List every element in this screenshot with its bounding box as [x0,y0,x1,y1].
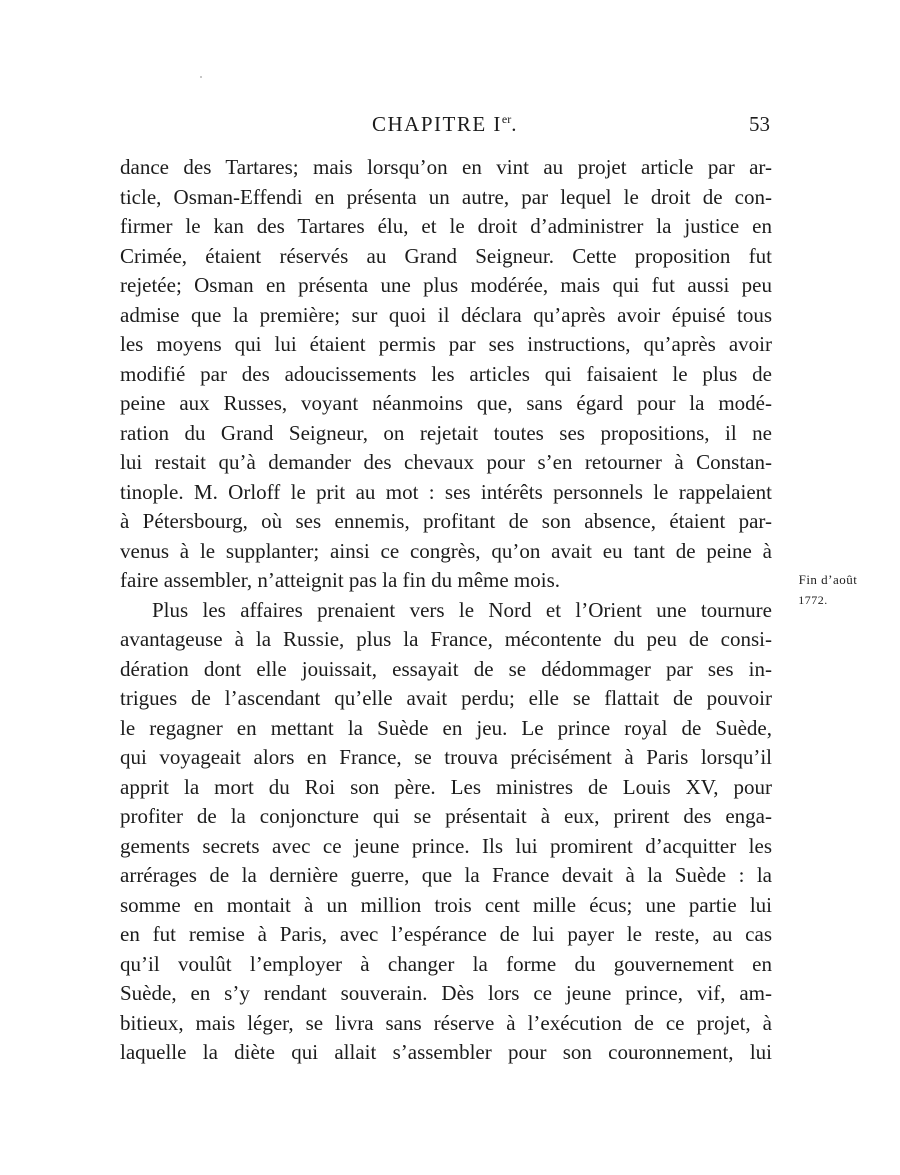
paper-speck [200,76,202,78]
margin-note [778,570,878,610]
text-line: en fut remise à Paris, avec l’espérance de lui payer le reste, au cas [120,922,772,946]
text-line: laquelle la diète qui allait s’assembler pour son couronnement, lui [120,1040,772,1064]
text-line: Crimée, étaient réservés au Grand Seigneur. Cette proposition fut [120,243,772,268]
text-line: bitieux, mais léger, se livra sans réserve à l’exécution de ce projet, à [120,1010,772,1035]
text-line: profiter de la conjoncture qui se présentait à eux, prirent des enga- [120,804,772,828]
text-line: le regagner en mettant la Suède en jeu. Le prince royal de Suède, [120,715,772,740]
chapter-title-period: . [511,112,518,136]
text-line: qu’il voulût l’employer à changer la forme du gouvernement en [120,951,772,976]
text-line: à Pétersbourg, où ses ennemis, profitant de son absence, étaient par- [120,509,772,533]
text-line: rejetée; Osman en présenta une plus modérée, mais qui fut aussi peu [120,273,772,297]
chapter-title-superscript: er [501,112,512,126]
chapter-title-text: CHAPITRE I [372,112,502,136]
paragraph-2 [120,596,772,1068]
running-head [120,112,770,142]
text-line: tinople. M. Orloff le prit au mot : ses intérêts personnels le rappelaient [120,479,772,504]
text-line: ticle, Osman-Effendi en présenta un autre, par lequel le droit de con- [120,184,772,209]
text-line: dance des Tartares; mais lorsqu’on en vint au projet article par ar- [120,155,772,179]
page-number: 53 [749,112,770,136]
text-line: faire assembler, n’atteignit pas la fin du même mois. [120,568,561,592]
body-text [120,153,772,1068]
text-line: lui restait qu’à demander des chevaux pour s’en retourner à Constan- [120,450,772,474]
text-line: trigues de l’ascendant qu’elle avait perdu; elle se flattait de pouvoir [120,686,772,710]
text-line: Suède, en s’y rendant souverain. Dès lors ce jeune prince, vif, am- [120,981,772,1005]
text-line: qui voyageait alors en France, se trouva précisément à Paris lorsqu’il [120,745,772,769]
paragraph-1 [120,153,772,596]
text-line: peine aux Russes, voyant néanmoins que, sans égard pour la modé- [120,391,772,415]
text-line: gements secrets avec ce jeune prince. Ils lui promirent d’acquitter les [120,833,772,858]
text-line: firmer le kan des Tartares élu, et le droit d’administrer la justice en [120,214,772,238]
chapter-title [120,112,770,137]
margin-note-year: 1772. [798,593,828,607]
text-line: apprit la mort du Roi son père. Les ministres de Louis XV, pour [120,774,772,799]
margin-note-date: Fin d’août [798,572,858,587]
text-line: Plus les affaires prenaient vers le Nord et l’Orient une tournure [152,597,772,622]
text-line: ration du Grand Seigneur, on rejetait toutes ses propositions, il ne [120,420,772,445]
text-line: arrérages de la dernière guerre, que la France devait à la Suède : la [120,863,772,887]
text-line: dération dont elle jouissait, essayait de se dédommager par ses in- [120,656,772,681]
text-line: venus à le supplanter; ainsi ce congrès, qu’on avait eu tant de peine à [120,538,772,563]
text-line: admise que la première; sur quoi il déclara qu’après avoir épuisé tous [120,302,772,327]
text-line: avantageuse à la Russie, plus la France, mécontente du peu de consi- [120,627,772,651]
text-line: les moyens qui lui étaient permis par ses instructions, qu’après avoir [120,332,772,356]
text-line: modifié par des adoucissements les articles qui faisaient le plus de [120,361,772,386]
text-line: somme en montait à un million trois cent mille écus; une partie lui [120,892,772,917]
